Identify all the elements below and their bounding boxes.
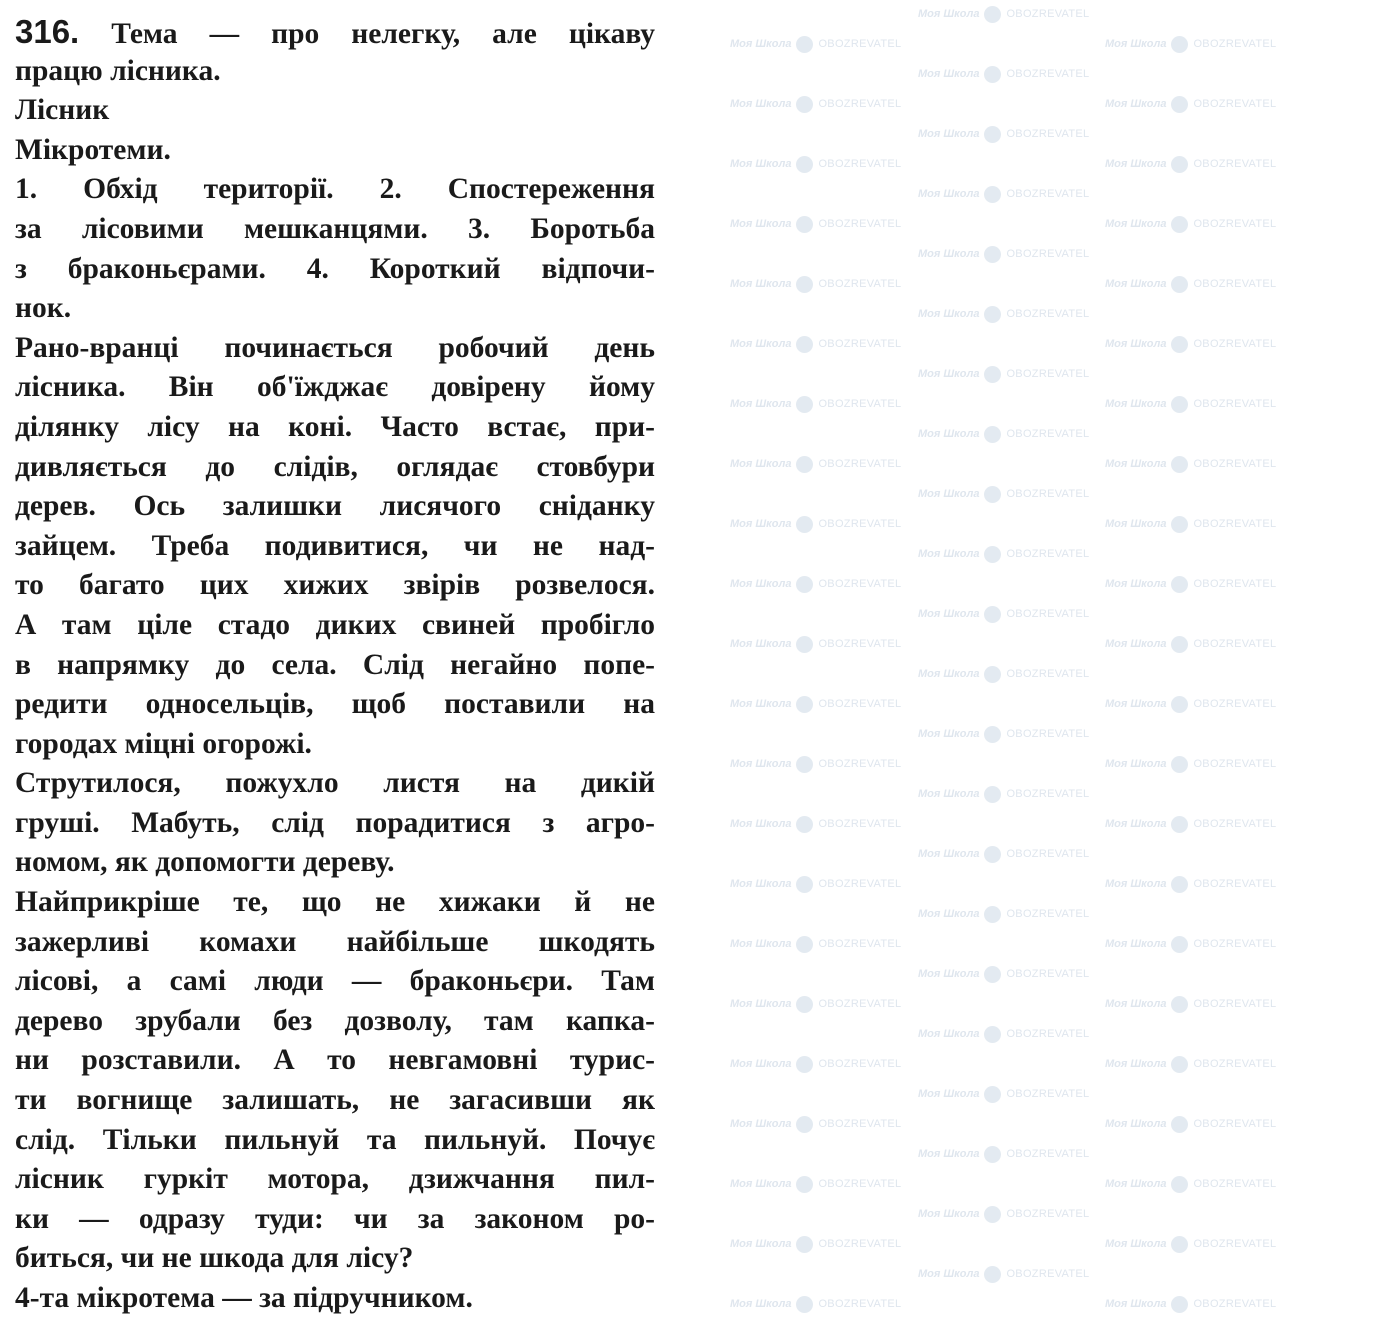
line-text: 1. Обхід території. 2. Спостереження [15, 173, 655, 206]
line-text: нок. [15, 292, 72, 325]
obozrevatel-logo-icon [796, 636, 813, 653]
text-line [15, 1041, 655, 1081]
line-text: зайцем. Треба подивитися, чи не над- [15, 529, 655, 562]
watermark-logo: Моя Школа OBOZREVATEL [1105, 875, 1276, 893]
watermark-logo: Моя Школа OBOZREVATEL [918, 785, 1089, 803]
watermark-logo: Моя Школа OBOZREVATEL [918, 605, 1089, 623]
line-text: Найприкріше те, що не хижаки й не [15, 886, 655, 919]
obozrevatel-logo-icon [1171, 456, 1188, 473]
text-line [15, 329, 655, 369]
watermark-logo: Моя Школа OBOZREVATEL [730, 335, 901, 353]
obozrevatel-logo-icon [984, 1086, 1001, 1103]
watermark-logo: Моя Школа OBOZREVATEL [918, 245, 1089, 263]
watermark-logo: Моя Школа OBOZREVATEL [730, 815, 901, 833]
obozrevatel-logo-icon [1171, 336, 1188, 353]
watermark-logo: Моя Школа OBOZREVATEL [918, 725, 1089, 743]
text-line [15, 12, 655, 52]
watermark-logo: Моя Школа OBOZREVATEL [730, 1295, 901, 1313]
obozrevatel-logo-icon [796, 876, 813, 893]
text-line [15, 1200, 655, 1240]
obozrevatel-logo-icon [1171, 756, 1188, 773]
obozrevatel-logo-icon [796, 816, 813, 833]
obozrevatel-logo-icon [1171, 516, 1188, 533]
line-text: то багато цих хижих звірів розвелося. [15, 569, 655, 602]
watermark-logo: Моя Школа OBOZREVATEL [1105, 35, 1276, 53]
watermark-logo: Моя Школа OBOZREVATEL [730, 1235, 901, 1253]
watermark-logo: Моя Школа OBOZREVATEL [1105, 455, 1276, 473]
text-line [15, 1239, 655, 1279]
text-line [15, 131, 655, 171]
obozrevatel-logo-icon [796, 576, 813, 593]
watermark-logo: Моя Школа OBOZREVATEL [1105, 995, 1276, 1013]
obozrevatel-logo-icon [1171, 156, 1188, 173]
text-line [15, 883, 655, 923]
obozrevatel-logo-icon [1171, 816, 1188, 833]
line-text: дерев. Ось залишки лисячого сніданку [15, 490, 655, 523]
obozrevatel-logo-icon [984, 606, 1001, 623]
text-line [15, 448, 655, 488]
watermark-logo: Моя Школа OBOZREVATEL [1105, 215, 1276, 233]
watermark-logo: Моя Школа OBOZREVATEL [1105, 575, 1276, 593]
obozrevatel-logo-icon [796, 696, 813, 713]
watermark-logo: Моя Школа OBOZREVATEL [1105, 935, 1276, 953]
text-line [15, 52, 655, 92]
watermark-logo: Моя Школа OBOZREVATEL [1105, 1175, 1276, 1193]
obozrevatel-logo-icon [796, 1056, 813, 1073]
text-line [15, 1002, 655, 1042]
line-text: лісника. Він об'їжджає довірену йому [15, 371, 655, 404]
watermark-logo: Моя Школа OBOZREVATEL [1105, 1235, 1276, 1253]
watermark-logo: Моя Школа OBOZREVATEL [730, 95, 901, 113]
obozrevatel-logo-icon [984, 366, 1001, 383]
line-text: лісові, а самі люди — браконьєри. Там [15, 965, 655, 998]
watermark-logo: Моя Школа OBOZREVATEL [918, 485, 1089, 503]
watermark-logo: Моя Школа OBOZREVATEL [918, 305, 1089, 323]
watermark-logo: Моя Школа OBOZREVATEL [730, 215, 901, 233]
line-text: биться, чи не шкода для лісу? [15, 1242, 414, 1275]
obozrevatel-logo-icon [1171, 1056, 1188, 1073]
watermark-logo: Моя Школа OBOZREVATEL [730, 695, 901, 713]
obozrevatel-logo-icon [984, 726, 1001, 743]
line-text: в напрямку до села. Слід негайно попе- [15, 648, 655, 681]
watermark-logo: Моя Школа OBOZREVATEL [730, 635, 901, 653]
watermark-logo: Моя Школа OBOZREVATEL [918, 1265, 1089, 1283]
obozrevatel-logo-icon [984, 846, 1001, 863]
watermark-logo: Моя Школа OBOZREVATEL [918, 65, 1089, 83]
obozrevatel-logo-icon [796, 756, 813, 773]
line-text: номом, як допомогти дереву. [15, 846, 395, 879]
watermark-logo: Моя Школа OBOZREVATEL [1105, 155, 1276, 173]
line-text: А там ціле стадо диких свиней пробігло [15, 608, 655, 641]
text-line [15, 962, 655, 1002]
watermark-logo: Моя Школа OBOZREVATEL [918, 5, 1089, 23]
exercise-number: 316. [15, 13, 80, 50]
obozrevatel-logo-icon [796, 336, 813, 353]
obozrevatel-logo-icon [796, 36, 813, 53]
obozrevatel-logo-icon [796, 1236, 813, 1253]
watermark-logo: Моя Школа OBOZREVATEL [1105, 95, 1276, 113]
line-text: 4-та мікротема — за підручником. [15, 1282, 473, 1314]
obozrevatel-logo-icon [984, 966, 1001, 983]
obozrevatel-logo-icon [984, 6, 1001, 23]
text-line [15, 1279, 655, 1319]
watermark-logo: Моя Школа OBOZREVATEL [1105, 395, 1276, 413]
watermark-logo: Моя Школа OBOZREVATEL [918, 965, 1089, 983]
line-text: Рано-вранці починається робочий день [15, 331, 655, 364]
line-text: слід. Тільки пильнуй та пильнуй. Почує [15, 1123, 655, 1156]
watermark-logo: Моя Школа OBOZREVATEL [1105, 1115, 1276, 1133]
watermark-logo: Моя Школа OBOZREVATEL [730, 35, 901, 53]
obozrevatel-logo-icon [984, 126, 1001, 143]
obozrevatel-logo-icon [796, 936, 813, 953]
obozrevatel-logo-icon [1171, 636, 1188, 653]
line-text: ни розставили. А то невгамовні турис- [15, 1044, 655, 1077]
watermark-logo: Моя Школа OBOZREVATEL [730, 275, 901, 293]
obozrevatel-logo-icon [984, 546, 1001, 563]
watermark-logo: Моя Школа OBOZREVATEL [730, 935, 901, 953]
obozrevatel-logo-icon [984, 906, 1001, 923]
text-line [15, 487, 655, 527]
obozrevatel-logo-icon [796, 996, 813, 1013]
watermark-logo: Моя Школа OBOZREVATEL [730, 455, 901, 473]
watermark-logo: Моя Школа OBOZREVATEL [730, 155, 901, 173]
watermark-logo: Моя Школа OBOZREVATEL [918, 185, 1089, 203]
obozrevatel-logo-icon [1171, 996, 1188, 1013]
watermark-logo: Моя Школа OBOZREVATEL [1105, 635, 1276, 653]
obozrevatel-logo-icon [984, 486, 1001, 503]
obozrevatel-logo-icon [984, 786, 1001, 803]
text-line [15, 764, 655, 804]
obozrevatel-logo-icon [796, 156, 813, 173]
obozrevatel-logo-icon [1171, 876, 1188, 893]
obozrevatel-logo-icon [796, 396, 813, 413]
obozrevatel-logo-icon [984, 66, 1001, 83]
watermark-logo: Моя Школа OBOZREVATEL [918, 425, 1089, 443]
obozrevatel-logo-icon [1171, 1296, 1188, 1313]
obozrevatel-logo-icon [1171, 696, 1188, 713]
watermark-logo: Моя Школа OBOZREVATEL [730, 1055, 901, 1073]
obozrevatel-logo-icon [796, 216, 813, 233]
line-text: з браконьєрами. 4. Короткий відпочи- [15, 252, 655, 285]
obozrevatel-logo-icon [1171, 216, 1188, 233]
obozrevatel-logo-icon [796, 1116, 813, 1133]
watermark-logo: Моя Школа OBOZREVATEL [1105, 695, 1276, 713]
watermark-logo: Моя Школа OBOZREVATEL [918, 845, 1089, 863]
watermark-logo: Моя Школа OBOZREVATEL [1105, 1295, 1276, 1313]
line-text: груші. Мабуть, слід порадитися з агро- [15, 806, 655, 839]
obozrevatel-logo-icon [984, 306, 1001, 323]
text-line [15, 289, 655, 329]
obozrevatel-logo-icon [984, 426, 1001, 443]
watermark-logo: Моя Школа OBOZREVATEL [730, 575, 901, 593]
obozrevatel-logo-icon [984, 1146, 1001, 1163]
watermark-logo: Моя Школа OBOZREVATEL [1105, 515, 1276, 533]
line-text: ділянку лісу на коні. Часто встає, при- [15, 410, 655, 443]
text-line [15, 408, 655, 448]
text-line [15, 606, 655, 646]
text-line [15, 1121, 655, 1161]
text-line [15, 646, 655, 686]
text-line [15, 923, 655, 963]
line-text: дивляється до слідів, оглядає стовбури [15, 450, 655, 483]
line-text: зажерливі комахи найбільше шкодять [15, 925, 655, 958]
line-text: городах міцні огорожі. [15, 727, 312, 760]
watermark-logo: Моя Школа OBOZREVATEL [918, 125, 1089, 143]
obozrevatel-logo-icon [984, 1026, 1001, 1043]
watermark-logo: Моя Школа OBOZREVATEL [730, 875, 901, 893]
watermark-logo: Моя Школа OBOZREVATEL [918, 1205, 1089, 1223]
obozrevatel-logo-icon [1171, 1176, 1188, 1193]
obozrevatel-logo-icon [1171, 1236, 1188, 1253]
obozrevatel-logo-icon [984, 1206, 1001, 1223]
watermark-logo: Моя Школа OBOZREVATEL [918, 365, 1089, 383]
text-line [15, 250, 655, 290]
obozrevatel-logo-icon [796, 1296, 813, 1313]
line-text: Струтилося, пожухло листя на дикій [15, 767, 655, 800]
obozrevatel-logo-icon [1171, 576, 1188, 593]
obozrevatel-logo-icon [984, 666, 1001, 683]
watermark-logo: Моя Школа OBOZREVATEL [1105, 275, 1276, 293]
obozrevatel-logo-icon [1171, 36, 1188, 53]
obozrevatel-logo-icon [796, 516, 813, 533]
exercise-text [15, 12, 655, 1319]
watermark-logo: Моя Школа OBOZREVATEL [918, 905, 1089, 923]
watermark-logo: Моя Школа OBOZREVATEL [918, 1085, 1089, 1103]
line-text: Лісник [15, 94, 110, 127]
text-line [15, 566, 655, 606]
watermark-logo: Моя Школа OBOZREVATEL [1105, 1055, 1276, 1073]
obozrevatel-logo-icon [1171, 1116, 1188, 1133]
obozrevatel-logo-icon [1171, 276, 1188, 293]
line-text: дерево зрубали без дозволу, там капка- [15, 1004, 655, 1037]
text-line [15, 804, 655, 844]
line-text: за лісовими мешканцями. 3. Боротьба [15, 212, 655, 245]
text-line [15, 843, 655, 883]
text-line [15, 210, 655, 250]
obozrevatel-logo-icon [796, 276, 813, 293]
watermark-logo: Моя Школа OBOZREVATEL [918, 665, 1089, 683]
line-text: редити односельців, щоб поставили на [15, 688, 655, 721]
obozrevatel-logo-icon [796, 1176, 813, 1193]
obozrevatel-logo-icon [1171, 396, 1188, 413]
watermark-logo: Моя Школа OBOZREVATEL [1105, 755, 1276, 773]
obozrevatel-logo-icon [1171, 96, 1188, 113]
text-line [15, 1081, 655, 1121]
obozrevatel-logo-icon [796, 456, 813, 473]
watermark-logo: Моя Школа OBOZREVATEL [730, 515, 901, 533]
line-text: працю лісника. [15, 54, 221, 87]
line-text: ти вогнище залишать, не загасивши як [15, 1084, 655, 1117]
line-text: лісник гуркіт мотора, дзижчання пил- [15, 1163, 655, 1196]
line-text: Мікротеми. [15, 133, 171, 166]
watermark-logo: Моя Школа OBOZREVATEL [918, 1145, 1089, 1163]
text-line [15, 91, 655, 131]
obozrevatel-logo-icon [796, 96, 813, 113]
watermark-logo: Моя Школа OBOZREVATEL [918, 545, 1089, 563]
text-line [15, 368, 655, 408]
watermark-logo: Моя Школа OBOZREVATEL [1105, 815, 1276, 833]
watermark-logo: Моя Школа OBOZREVATEL [730, 1175, 901, 1193]
text-line [15, 725, 655, 765]
obozrevatel-logo-icon [984, 186, 1001, 203]
line-text: Тема — про нелегку, але цікаву [111, 18, 656, 50]
line-text: ки — одразу туди: чи за законом ро- [15, 1202, 655, 1235]
watermark-logo: Моя Школа OBOZREVATEL [730, 395, 901, 413]
text-line [15, 1160, 655, 1200]
watermark-logo: Моя Школа OBOZREVATEL [918, 1025, 1089, 1043]
watermark-logo: Моя Школа OBOZREVATEL [730, 755, 901, 773]
obozrevatel-logo-icon [984, 1266, 1001, 1283]
watermark-logo: Моя Школа OBOZREVATEL [1105, 335, 1276, 353]
text-line [15, 170, 655, 210]
text-line [15, 527, 655, 567]
watermark-logo: Моя Школа OBOZREVATEL [730, 995, 901, 1013]
text-line [15, 685, 655, 725]
watermark-logo: Моя Школа OBOZREVATEL [730, 1115, 901, 1133]
obozrevatel-logo-icon [984, 246, 1001, 263]
obozrevatel-logo-icon [1171, 936, 1188, 953]
